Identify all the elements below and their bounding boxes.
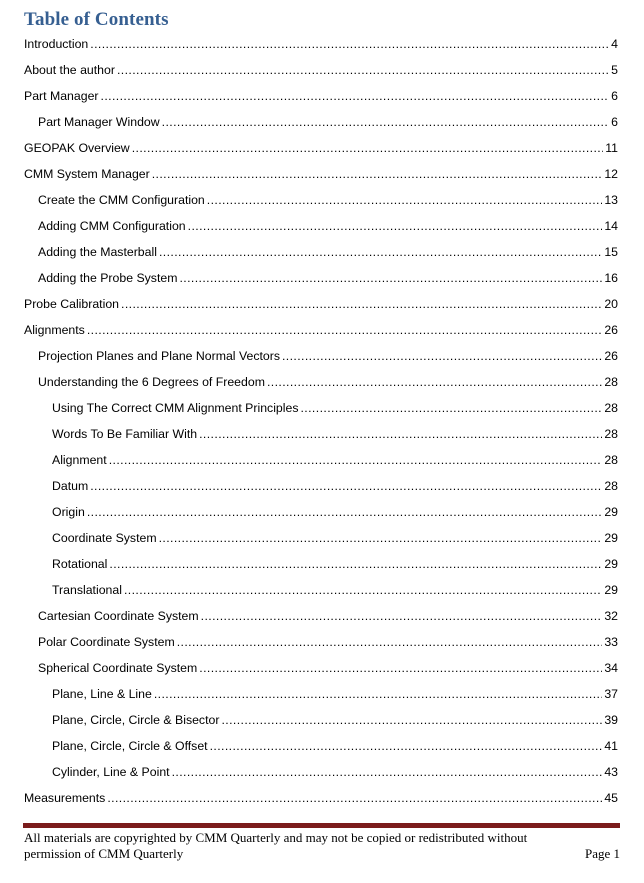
toc-entry-label[interactable]: Alignment [52,453,107,467]
footer-copyright-line1: All materials are copyrighted by CMM Quarterly and may not be copied or redistributed without [24,830,528,845]
toc-entry-label[interactable]: About the author [24,63,115,77]
toc-entry[interactable] [24,270,618,296]
toc-entry-label[interactable]: Part Manager Window [38,115,160,129]
toc-entry-page-number[interactable]: 16 [604,271,618,285]
footer-copyright-line2: permission of CMM Quarterly [24,846,184,861]
toc-dot-leader [282,348,602,364]
toc-entry-label[interactable]: CMM System Manager [24,167,150,181]
toc-entry-page-number[interactable]: 28 [604,401,618,415]
toc-entry-label[interactable]: Using The Correct CMM Alignment Principles [52,401,299,415]
toc-entry-label[interactable]: Understanding the 6 Degrees of Freedom [38,375,265,389]
toc-entry-page-number[interactable]: 20 [604,297,618,311]
toc-entry[interactable] [24,712,618,738]
toc-entry-page-number[interactable]: 32 [604,609,618,623]
toc-entry-page-number[interactable]: 26 [604,349,618,363]
toc-entry-label[interactable]: Words To Be Familiar With [52,427,198,441]
toc-entry[interactable] [24,192,618,218]
toc-dot-leader [300,400,602,416]
toc-entry[interactable] [24,62,618,88]
toc-dot-leader [121,296,602,312]
toc-entry-page-number[interactable]: 33 [604,635,618,649]
toc-entry-label[interactable]: Origin [52,505,85,519]
toc-entry-label[interactable]: Introduction [24,37,89,51]
toc-entry[interactable] [24,478,618,504]
toc-entry[interactable] [24,374,618,400]
toc-entry-label[interactable]: Alignments [24,323,85,337]
toc-entry-page-number[interactable]: 41 [604,739,618,753]
toc-dot-leader [221,712,602,728]
toc-entry-label[interactable]: Plane, Line & Line [52,687,152,701]
toc-entry[interactable] [24,504,618,530]
toc-entry[interactable] [24,582,618,608]
footer-rule [23,823,620,828]
toc-title: Table of Contents [24,9,169,30]
toc-entry-page-number[interactable]: 28 [604,427,618,441]
toc-entry-page-number[interactable]: 29 [604,531,618,545]
toc-entry-label[interactable]: Translational [52,583,122,597]
toc-entry[interactable] [24,764,618,790]
toc-dot-leader [162,114,610,130]
toc-entry[interactable] [24,452,618,478]
toc-entry-label[interactable]: Adding CMM Configuration [38,219,186,233]
toc-dot-leader [109,452,603,468]
toc-entry-label[interactable]: Rotational [52,557,108,571]
toc-entry-label[interactable]: Part Manager [24,89,99,103]
toc-entry-label[interactable]: Adding the Masterball [38,245,157,259]
toc-dot-leader [132,140,604,156]
toc-entry[interactable] [24,296,618,322]
toc-entry[interactable] [24,530,618,556]
toc-entry-page-number[interactable]: 6 [611,115,618,129]
toc-dot-leader [154,686,602,702]
toc-entry-label[interactable]: Probe Calibration [24,297,120,311]
toc-entry-label[interactable]: Adding the Probe System [38,271,178,285]
toc-entry[interactable] [24,608,618,634]
toc-dot-leader [199,426,602,442]
toc-entry-label[interactable]: Plane, Circle, Circle & Offset [52,739,208,753]
toc-dot-leader [210,738,603,754]
toc-entry[interactable] [24,218,618,244]
toc-entry-label[interactable]: Coordinate System [52,531,157,545]
toc-entry-page-number[interactable]: 6 [611,89,618,103]
toc-entry[interactable] [24,36,618,62]
toc-entry-page-number[interactable]: 28 [604,375,618,389]
toc-dot-leader [159,530,603,546]
toc-dot-leader [109,556,602,572]
toc-entry[interactable] [24,244,618,270]
toc-entry-label[interactable]: Plane, Circle, Circle & Bisector [52,713,220,727]
toc-entry[interactable] [24,686,618,712]
toc-dot-leader [159,244,602,260]
toc-entry-page-number[interactable]: 29 [604,557,618,571]
toc-dot-leader [179,270,602,286]
toc-entry-page-number[interactable]: 28 [604,479,618,493]
toc-entry[interactable] [24,634,618,660]
toc-dot-leader [207,192,603,208]
toc-dot-leader [172,764,603,780]
toc-entry-page-number[interactable]: 28 [604,453,618,467]
toc-dot-leader [87,322,602,338]
toc-entry-label[interactable]: Create the CMM Configuration [38,193,205,207]
toc-dot-leader [124,582,602,598]
toc-entry-label[interactable]: GEOPAK Overview [24,141,130,155]
toc-dot-leader [117,62,609,78]
toc-entry-page-number[interactable]: 37 [604,687,618,701]
toc-entry-page-number[interactable]: 5 [611,63,618,77]
toc-entry-label[interactable]: Cylinder, Line & Point [52,765,170,779]
toc-dot-leader [90,36,609,52]
toc-entry[interactable] [24,660,618,686]
toc-entry-label[interactable]: Cartesian Coordinate System [38,609,199,623]
toc-entry-page-number[interactable]: 26 [604,323,618,337]
footer-page-number: Page 1 [584,846,620,861]
toc-entry-page-number[interactable]: 13 [604,193,618,207]
toc-dot-leader [188,218,603,234]
toc-entry[interactable] [24,348,618,374]
toc-dot-leader [107,790,602,806]
toc-dot-leader [201,608,603,624]
toc-entry-page-number[interactable]: 4 [611,37,618,51]
toc-entry[interactable] [24,738,618,764]
toc-entry-page-number[interactable]: 39 [604,713,618,727]
toc-entry-page-number[interactable]: 29 [604,583,618,597]
footer [24,830,620,862]
toc-entry-page-number[interactable]: 12 [604,167,618,181]
toc-entry[interactable] [24,426,618,452]
toc-dot-leader [90,478,602,494]
toc-entry-label[interactable]: Datum [52,479,89,493]
toc-dot-leader [177,634,603,650]
toc-entry[interactable] [24,556,618,582]
toc-entry-page-number[interactable]: 11 [605,141,618,155]
toc-dot-leader [87,504,603,520]
toc-entry[interactable] [24,114,618,140]
toc-entry[interactable] [24,790,618,816]
toc-entry[interactable] [24,322,618,348]
toc-dot-leader [199,660,602,676]
toc-dot-leader [267,374,602,390]
toc-entry-page-number[interactable]: 34 [604,661,618,675]
toc-entry-label[interactable]: Projection Planes and Plane Normal Vectors [38,349,280,363]
toc-entry[interactable] [24,166,618,192]
toc-entry-page-number[interactable]: 29 [604,505,618,519]
toc-dot-leader [101,88,610,104]
toc-entry-label[interactable]: Polar Coordinate System [38,635,175,649]
toc-dot-leader [152,166,603,182]
toc-entry-page-number[interactable]: 15 [604,245,618,259]
toc-entry-page-number[interactable]: 45 [604,791,618,805]
toc-entry-page-number[interactable]: 14 [604,219,618,233]
toc-entry-page-number[interactable]: 43 [604,765,618,779]
toc-entry[interactable] [24,400,618,426]
toc-entry[interactable] [24,88,618,114]
toc-entry-label[interactable]: Measurements [24,791,106,805]
toc-list [24,36,618,816]
toc-entry[interactable] [24,140,618,166]
toc-entry-label[interactable]: Spherical Coordinate System [38,661,198,675]
